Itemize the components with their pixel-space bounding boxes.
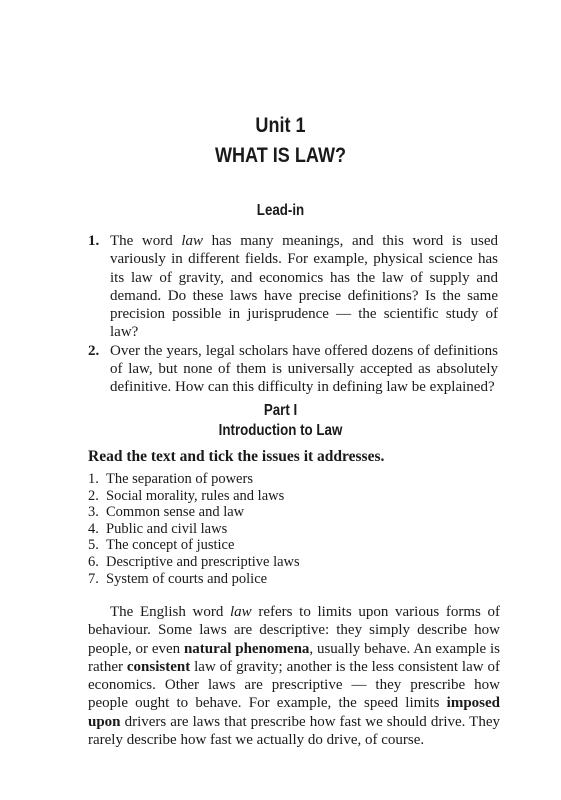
passage-keyword: consistent (126, 658, 191, 675)
issues-list (88, 471, 468, 587)
issue-number: 7. (88, 570, 99, 587)
passage-keyword: imposed upon (88, 695, 500, 730)
passage-text: law of gravity; another is the less consistent law of economics. Other laws are prescriptive — they prescribe how people ought to behave. For example, the speed limits (88, 658, 500, 712)
passage-emphasis: law (230, 604, 252, 620)
issue-text: Social morality, rules and laws (106, 487, 285, 504)
issue-item (88, 521, 468, 538)
question-number: 2. (88, 342, 100, 359)
issue-number: 2. (88, 487, 99, 504)
issue-item (88, 554, 468, 571)
task-instruction: Read the text and tick the issues it addresses. (88, 448, 385, 465)
lead-in-heading: Lead-in (256, 202, 305, 219)
issue-text: Public and civil laws (106, 520, 228, 537)
question-number: 1. (88, 233, 100, 249)
question-text: Over the years, legal scholars have offered dozens of definitions of law, but none of them is universally accepted as absolutely definitive. How can this difficulty in defining law be explained? (110, 342, 498, 396)
issue-text: Descriptive and prescriptive laws (106, 553, 300, 570)
issue-text: System of courts and police (106, 570, 268, 587)
question-emphasis: law (181, 233, 204, 249)
unit-title: WHAT IS LAW? (214, 144, 347, 167)
lead-in-question-1 (88, 232, 498, 342)
issue-number: 4. (88, 520, 99, 537)
issue-item (88, 537, 468, 554)
issue-item (88, 488, 468, 505)
part-label: Part I (263, 402, 298, 419)
issue-number: 6. (88, 553, 99, 570)
issue-number: 1. (88, 471, 99, 487)
issue-item (88, 571, 468, 588)
question-text-end: has many meanings, and this word is used variously in different fields. For example, physical science has its law of gravity, and economics has the law of supply and demand. Do these laws have precise definitions? Is the same precision possible in jurisprudence — the scientific study of law? (110, 233, 498, 341)
passage-text: , usually behave. An example is rather (88, 640, 501, 675)
question-text-start: The word (110, 233, 182, 249)
passage-text: refers to limits upon various forms of behaviour. Some laws are descriptive: they simply describe how people, or even (88, 604, 500, 657)
passage-text: drivers are laws that prescribe how fast we should drive. They rarely describe how fast we actually do drive, of course. (88, 713, 500, 749)
issue-text: Common sense and law (106, 504, 245, 521)
issue-item (88, 471, 468, 488)
issue-item (88, 504, 468, 521)
issue-number: 5. (88, 537, 99, 554)
issue-number: 3. (88, 504, 99, 521)
part-title: Introduction to Law (218, 422, 343, 439)
issue-text: The separation of powers (106, 471, 253, 487)
passage-keyword: natural phenomena (183, 640, 310, 657)
passage-paragraph (88, 603, 500, 749)
issue-text: The concept of justice (106, 537, 235, 554)
unit-number: Unit 1 (255, 114, 306, 137)
lead-in-questions (88, 232, 498, 397)
passage-text: The English word (110, 604, 230, 620)
lead-in-question-2 (88, 342, 498, 397)
